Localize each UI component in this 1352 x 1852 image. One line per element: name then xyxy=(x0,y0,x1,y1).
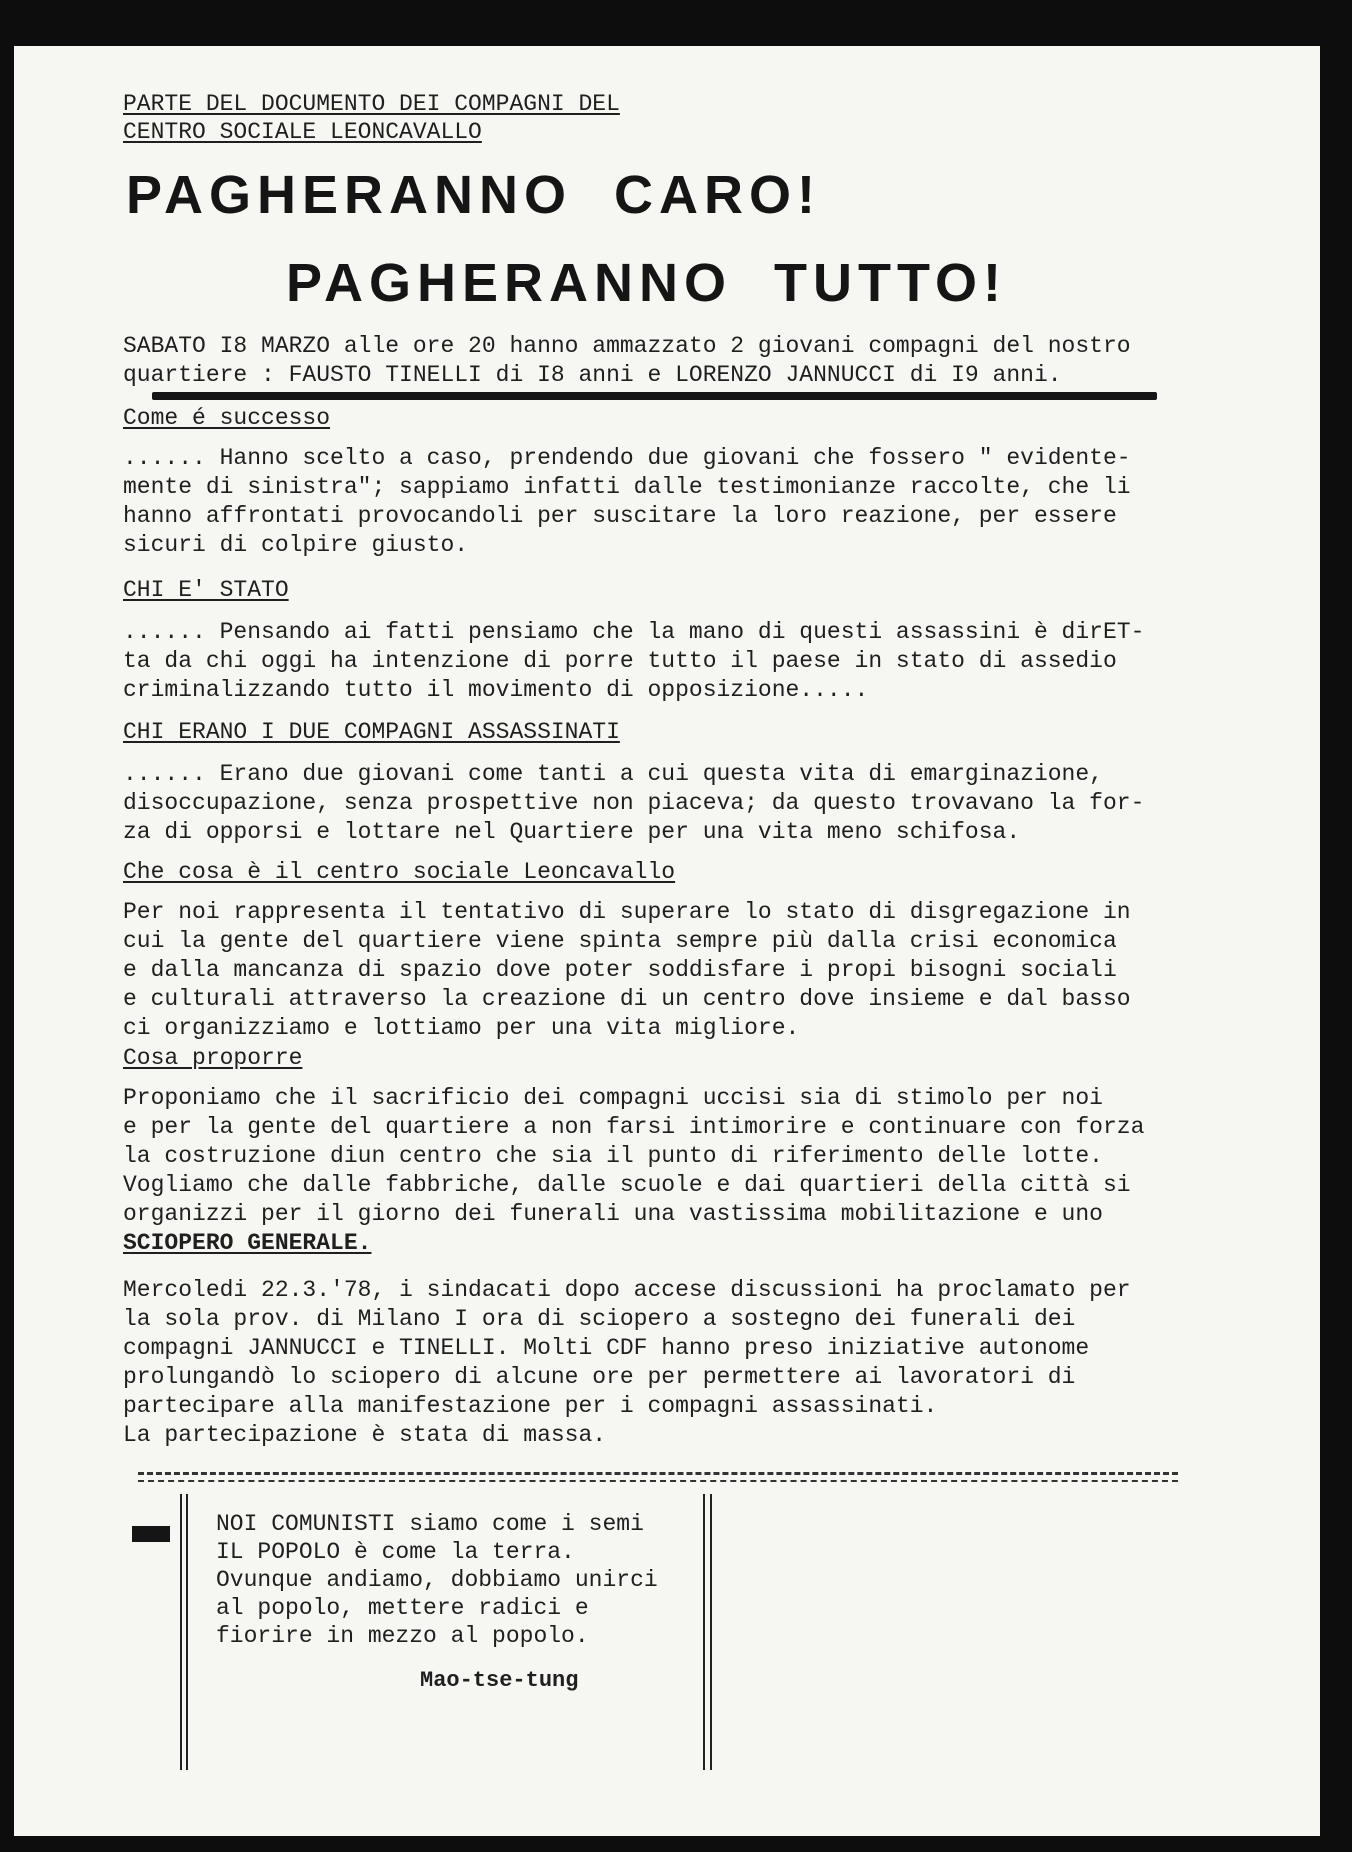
quote-line: al popolo, mettere radici e xyxy=(216,1595,589,1621)
section-heading-2: CHI E' STATO xyxy=(123,577,289,603)
quote-right-border xyxy=(703,1494,705,1770)
quote-author: Mao-tse-tung xyxy=(420,1668,579,1693)
quote-line: NOI COMUNISTI siamo come i semi xyxy=(216,1511,644,1537)
section-5-line: e per la gente del quartiere a non farsi intimorire e continuare con forza xyxy=(123,1114,1145,1140)
quote-line: Ovunque andiamo, dobbiamo unirci xyxy=(216,1567,658,1593)
quote-line: IL POPOLO è come la terra. xyxy=(216,1539,575,1565)
section-4-line: cui la gente del quartiere viene spinta sempre più dalla crisi economica xyxy=(123,928,1117,954)
paper-sheet xyxy=(14,46,1320,1836)
section-heading-4: Che cosa è il centro sociale Leoncavallo xyxy=(123,859,676,885)
closing-line: Mercoledi 22.3.'78, i sindacati dopo accese discussioni ha proclamato per xyxy=(123,1277,1131,1303)
section-3-line: ...... Erano due giovani come tanti a cui questa vita di emarginazione, xyxy=(123,761,1103,787)
section-3-line: disoccupazione, senza prospettive non piaceva; da questo trovavano la for- xyxy=(123,790,1145,816)
document-page xyxy=(14,46,1320,1836)
closing-line: partecipare alla manifestazione per i compagni assassinati. xyxy=(123,1393,938,1419)
section-2-line: criminalizzando tutto il movimento di opposizione..... xyxy=(123,677,869,703)
section-4-line: ci organizziamo e lottiamo per una vita migliore. xyxy=(123,1015,800,1041)
separator-line xyxy=(138,1480,1178,1482)
closing-line: La partecipazione è stata di massa. xyxy=(123,1422,607,1448)
section-5-line: organizzi per il giorno dei funerali una vastissima mobilitazione e uno xyxy=(123,1201,1103,1227)
section-5-line: Vogliamo che dalle fabbriche, dalle scuole e dai quartieri della città si xyxy=(123,1172,1131,1198)
section-2-line: ...... Pensando ai fatti pensiamo che la mano di questi assassini è dirET- xyxy=(123,619,1145,645)
section-1-line: hanno affrontati provocandoli per suscitare la loro reazione, per essere xyxy=(123,503,1117,529)
section-5-line-general-strike: SCIOPERO GENERALE. xyxy=(123,1230,372,1256)
section-1-line: sicuri di colpire giusto. xyxy=(123,532,469,558)
section-heading-5: Cosa proporre xyxy=(123,1045,303,1071)
separator-line xyxy=(138,1472,1178,1475)
intro-line-2: quartiere : FAUSTO TINELLI di I8 anni e LORENZO JANNUCCI di I9 anni. xyxy=(123,362,1062,388)
section-4-line: e dalla mancanza di spazio dove poter soddisfare i propi bisogni sociali xyxy=(123,957,1117,983)
section-2-line: ta da chi oggi ha intenzione di porre tutto il paese in stato di assedio xyxy=(123,648,1117,674)
section-heading-1: Come é successo xyxy=(123,405,331,431)
section-heading-3: CHI ERANO I DUE COMPAGNI ASSASSINATI xyxy=(123,719,620,745)
quote-left-border xyxy=(180,1494,182,1770)
section-5-line: Proponiamo che il sacrificio dei compagni uccisi sia di stimolo per noi xyxy=(123,1085,1103,1111)
title-line-2: PAGHERANNO TUTTO! xyxy=(286,253,1007,313)
header-line-2: CENTRO SOCIALE LEONCAVALLO xyxy=(123,119,482,145)
closing-line: compagni JANNUCCI e TINELLI. Molti CDF hanno preso iniziative autonome xyxy=(123,1335,1090,1361)
section-4-line: e culturali attraverso la creazione di un centro dove insieme e dal basso xyxy=(123,986,1131,1012)
intro-line-1: SABATO I8 MARZO alle ore 20 hanno ammazzato 2 giovani compagni del nostro xyxy=(123,333,1131,359)
quote-line: fiorire in mezzo al popolo. xyxy=(216,1623,589,1649)
closing-line: la sola prov. di Milano I ora di sciopero a sostegno dei funerali dei xyxy=(123,1306,1076,1332)
section-3-line: za di opporsi e lottare nel Quartiere per una vita meno schifosa. xyxy=(123,819,1021,845)
black-marker xyxy=(132,1526,170,1542)
intro-underline xyxy=(152,392,1157,400)
section-4-line: Per noi rappresenta il tentativo di superare lo stato di disgregazione in xyxy=(123,899,1131,925)
closing-line: prolungandò lo sciopero di alcune ore per permettere ai lavoratori di xyxy=(123,1364,1076,1390)
header-line-1: PARTE DEL DOCUMENTO DEI COMPAGNI DEL xyxy=(123,91,620,117)
section-1-line: ...... Hanno scelto a caso, prendendo due giovani che fossero " evidente- xyxy=(123,445,1131,471)
quote-right-border xyxy=(710,1494,712,1770)
title-line-1: PAGHERANNO CARO! xyxy=(126,165,821,225)
section-5-line: la costruzione diun centro che sia il punto di riferimento delle lotte. xyxy=(123,1143,1103,1169)
quote-left-border xyxy=(186,1494,188,1770)
section-1-line: mente di sinistra"; sappiamo infatti dalle testimonianze raccolte, che li xyxy=(123,474,1131,500)
